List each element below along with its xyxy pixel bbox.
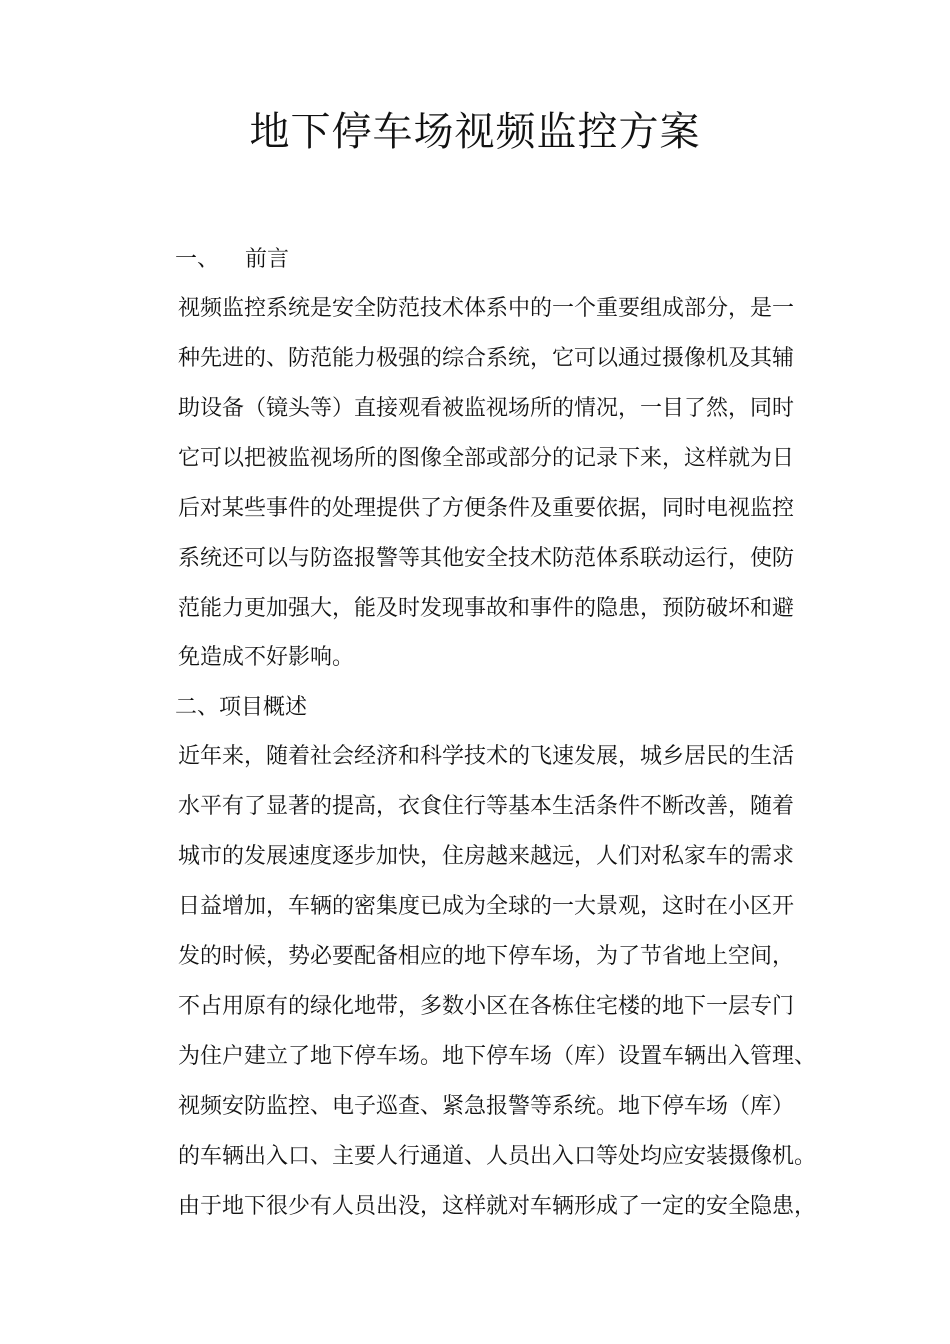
paragraph-line: 种先进的、防范能力极强的综合系统，它可以通过摄像机及其辅 — [178, 346, 795, 371]
paragraph-line: 由于地下很少有人员出没，这样就对车辆形成了一定的安全隐患， — [178, 1194, 817, 1219]
paragraph-line: 免造成不好影响。 — [178, 645, 355, 670]
section-heading-preface — [175, 240, 289, 280]
paragraph-line: 它可以把被监视场所的图像全部或部分的记录下来，这样就为日 — [178, 446, 795, 471]
section-number: 一、 — [175, 247, 220, 272]
paragraph-line: 系统还可以与防盗报警等其他安全技术防范体系联动运行，使防 — [178, 546, 795, 571]
paragraph-line: 不占用原有的绿化地带，多数小区在各栋住宅楼的地下一层专门 — [178, 994, 795, 1019]
paragraph-line: 后对某些事件的处理提供了方便条件及重要依据，同时电视监控 — [178, 496, 795, 521]
document-title: 地下停车场视频监控方案 — [249, 109, 701, 155]
paragraph-line: 城市的发展速度逐步加快，住房越来越远，人们对私家车的需求 — [178, 844, 795, 869]
section-title: 前言 — [245, 247, 290, 272]
paragraph-line: 的车辆出入口、主要人行通道、人员出入口等处均应安装摄像机。 — [178, 1144, 817, 1169]
paragraph-line: 近年来，随着社会经济和科学技术的飞速发展，城乡居民的生活 — [178, 744, 795, 769]
section-heading-overview: 二、项目概述 — [175, 695, 308, 720]
paragraph-line: 视频监控系统是安全防范技术体系中的一个重要组成部分，是一 — [178, 296, 795, 321]
paragraph-line: 发的时候，势必要配备相应的地下停车场，为了节省地上空间， — [178, 944, 795, 969]
paragraph-line: 范能力更加强大，能及时发现事故和事件的隐患，预防破坏和避 — [178, 596, 795, 621]
paragraph-line: 日益增加，车辆的密集度已成为全球的一大景观，这时在小区开 — [178, 894, 795, 919]
paragraph-line: 视频安防监控、电子巡查、紧急报警等系统。地下停车场（库） — [178, 1094, 795, 1119]
paragraph-line: 助设备（镜头等）直接观看被监视场所的情况，一目了然，同时 — [178, 396, 795, 421]
paragraph-line: 为住户建立了地下停车场。地下停车场（库）设置车辆出入管理、 — [178, 1044, 817, 1069]
paragraph-line: 水平有了显著的提高，衣食住行等基本生活条件不断改善，随着 — [178, 794, 795, 819]
